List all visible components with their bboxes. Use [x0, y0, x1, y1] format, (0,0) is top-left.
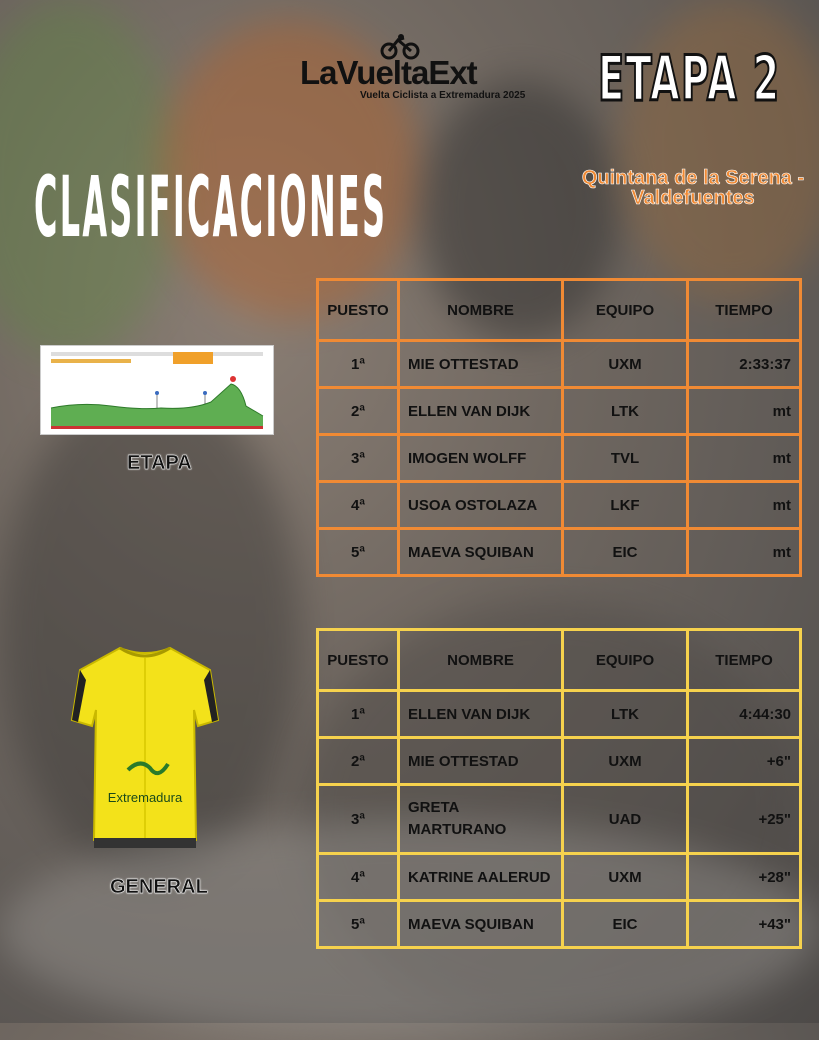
table-header-row	[318, 630, 801, 691]
header-pos: PUESTO	[318, 630, 399, 691]
cell-team: EIC	[563, 529, 688, 576]
cell-team: UXM	[563, 738, 688, 785]
cell-team: LKF	[563, 482, 688, 529]
cell-name: ELLEN VAN DIJK	[399, 691, 563, 738]
yellow-jersey-icon	[70, 640, 220, 860]
cell-name: MAEVA SQUIBAN	[399, 529, 563, 576]
cell-name: MAEVA SQUIBAN	[399, 901, 563, 948]
stage-title: ETAPA 2	[598, 42, 781, 115]
cell-time: mt	[688, 388, 801, 435]
route-name: Quintana de la Serena - Valdefuentes	[581, 167, 805, 209]
cell-pos: 3ª	[318, 435, 399, 482]
cell-pos: 4ª	[318, 482, 399, 529]
table-row	[318, 738, 801, 785]
table-row	[318, 691, 801, 738]
cell-name: KATRINE AALERUD	[399, 854, 563, 901]
cell-name: USOA OSTOLAZA	[399, 482, 563, 529]
cell-pos: 5ª	[318, 529, 399, 576]
logo-subtitle: Vuelta Ciclista a Extremadura 2025	[360, 90, 526, 101]
cell-team: EIC	[563, 901, 688, 948]
table-row	[318, 854, 801, 901]
cell-time: +28"	[688, 854, 801, 901]
cell-team: LTK	[563, 691, 688, 738]
cell-time: +6"	[688, 738, 801, 785]
table-row	[318, 435, 801, 482]
cell-pos: 5ª	[318, 901, 399, 948]
cell-time: +43"	[688, 901, 801, 948]
cell-pos: 3ª	[318, 785, 399, 854]
table-row	[318, 388, 801, 435]
header-team: EQUIPO	[563, 630, 688, 691]
table-row	[318, 529, 801, 576]
cell-name: MIE OTTESTAD	[399, 738, 563, 785]
cell-time: +25"	[688, 785, 801, 854]
cell-pos: 2ª	[318, 738, 399, 785]
table-row	[318, 901, 801, 948]
cell-team: LTK	[563, 388, 688, 435]
stage-label: ETAPA	[127, 452, 192, 474]
cell-name: IMOGEN WOLFF	[399, 435, 563, 482]
cell-team: UXM	[563, 341, 688, 388]
header-pos: PUESTO	[318, 280, 399, 341]
cell-pos: 4ª	[318, 854, 399, 901]
cell-time: mt	[688, 435, 801, 482]
cell-team: UXM	[563, 854, 688, 901]
cell-team: TVL	[563, 435, 688, 482]
header-team: EQUIPO	[563, 280, 688, 341]
general-results-table	[316, 628, 802, 949]
logo-brand: LaVueltaExt	[300, 54, 477, 91]
table-row	[318, 341, 801, 388]
header-name: NOMBRE	[399, 280, 563, 341]
cell-time: mt	[688, 482, 801, 529]
table-header-row	[318, 280, 801, 341]
race-logo	[300, 34, 530, 104]
stage-results-table	[316, 278, 802, 577]
header-time: TIEMPO	[688, 630, 801, 691]
cell-pos: 1ª	[318, 341, 399, 388]
cell-time: 2:33:37	[688, 341, 801, 388]
jersey-sponsor: Extremadura	[107, 790, 183, 805]
table-row	[318, 482, 801, 529]
general-label: GENERAL	[110, 876, 208, 898]
cell-time: mt	[688, 529, 801, 576]
cell-name: GRETA MARTURANO	[399, 785, 563, 854]
table-row	[318, 785, 801, 854]
cell-time: 4:44:30	[688, 691, 801, 738]
cell-name: ELLEN VAN DIJK	[399, 388, 563, 435]
header-time: TIEMPO	[688, 280, 801, 341]
cell-name: MIE OTTESTAD	[399, 341, 563, 388]
stage-profile	[40, 345, 274, 435]
header-name: NOMBRE	[399, 630, 563, 691]
cell-team: UAD	[563, 785, 688, 854]
page-title: CLASIFICACIONES	[34, 158, 388, 256]
cell-pos: 1ª	[318, 691, 399, 738]
cell-pos: 2ª	[318, 388, 399, 435]
